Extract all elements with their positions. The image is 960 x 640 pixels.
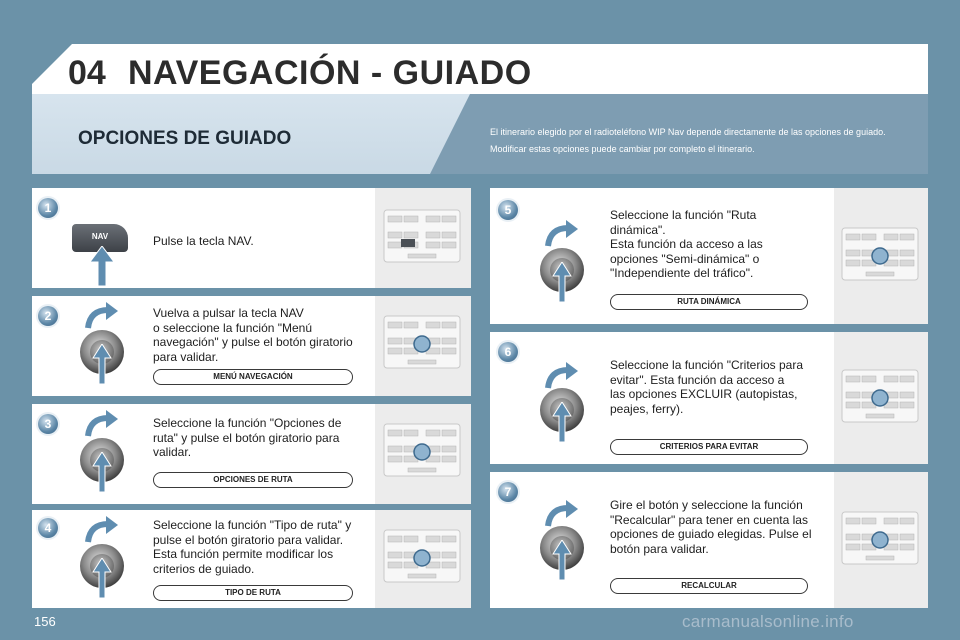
page-number: 156 xyxy=(34,614,56,629)
instruction-line: Seleccione la función "Criterios para xyxy=(610,358,804,372)
instruction-line: Gire el botón y seleccione la función xyxy=(610,498,803,512)
step-instruction xyxy=(153,416,341,460)
press-arrow-icon xyxy=(552,402,572,442)
step-number-badge: 7 xyxy=(498,482,518,502)
rotate-arrow-icon xyxy=(544,500,580,528)
instruction-line: navegación" y pulse el botón giratorio xyxy=(153,335,353,349)
rotate-arrow-icon xyxy=(84,516,120,544)
nav-key: NAV xyxy=(72,224,128,252)
section-title: OPCIONES DE GUIADO xyxy=(78,128,292,149)
radio-console-illustration xyxy=(382,206,462,266)
radio-console-illustration xyxy=(840,508,920,568)
step-instruction xyxy=(153,306,353,364)
rotate-arrow-icon xyxy=(544,362,580,390)
instruction-line: criterios de guiado. xyxy=(153,561,255,576)
press-arrow-icon xyxy=(552,262,572,302)
step-instruction xyxy=(610,358,803,416)
instruction-line: las opciones EXCLUIR (autopistas, xyxy=(610,387,798,401)
instruction-line: Seleccione la función "Tipo de ruta" y xyxy=(153,518,352,532)
intro-line: El itinerario elegido por el radioteléfono WIP Nav depende directamente de las opciones de guiado. xyxy=(490,127,886,137)
press-arrow-icon xyxy=(88,246,116,286)
radio-console-illustration xyxy=(382,420,462,480)
rotate-arrow-icon xyxy=(84,302,120,330)
instruction-line: Pulse la tecla NAV. xyxy=(153,234,254,248)
instruction-line: ruta" y pulse el botón giratorio para xyxy=(153,430,340,445)
step-number-badge: 4 xyxy=(38,518,58,538)
rotate-arrow-icon xyxy=(84,410,120,438)
step-instruction xyxy=(153,518,351,576)
instruction-line: para validar. xyxy=(153,349,219,364)
instruction-line: botón para validar. xyxy=(610,541,709,556)
menu-label: TIPO DE RUTA xyxy=(153,585,353,601)
instruction-line: Vuelva a pulsar la tecla NAV xyxy=(153,306,304,320)
rotate-arrow-icon xyxy=(544,220,580,248)
instruction-line: Seleccione la función "Opciones de xyxy=(153,416,342,430)
instruction-line: "Recalcular" para tener en cuenta las xyxy=(610,512,808,527)
menu-label: RUTA DINÁMICA xyxy=(610,294,808,310)
instruction-line: opciones de guiado elegidas. Pulse el xyxy=(610,527,812,541)
menu-label: RECALCULAR xyxy=(610,578,808,594)
step-instruction xyxy=(610,498,811,556)
press-arrow-icon xyxy=(92,344,112,384)
instruction-line: Seleccione la función "Ruta xyxy=(610,208,757,222)
instruction-line: evitar". Esta función da acceso a xyxy=(610,372,785,387)
press-arrow-icon xyxy=(552,540,572,580)
step-number-badge: 3 xyxy=(38,414,58,434)
radio-console-illustration xyxy=(382,526,462,586)
page-title: NAVEGACIÓN - GUIADO xyxy=(128,54,532,92)
watermark-text: carmanualsonline.info xyxy=(682,612,854,631)
instruction-line: Esta función da acceso a las xyxy=(610,237,763,251)
step-instruction xyxy=(610,208,763,281)
step-number-badge: 2 xyxy=(38,306,58,326)
intro-line: Modificar estas opciones puede cambiar por completo el itinerario. xyxy=(490,144,755,154)
instruction-line: Esta función permite modificar los xyxy=(153,547,334,561)
instruction-line: validar. xyxy=(153,445,192,459)
menu-label: OPCIONES DE RUTA xyxy=(153,472,353,488)
press-arrow-icon xyxy=(92,452,112,492)
instruction-line: o seleccione la función "Menú xyxy=(153,320,313,335)
step-number-badge: 6 xyxy=(498,342,518,362)
instruction-line: "Independiente del tráfico". xyxy=(610,266,754,280)
chapter-number: 04 xyxy=(68,54,106,92)
instruction-line: opciones "Semi-dinámica" o xyxy=(610,251,760,266)
radio-console-illustration xyxy=(840,366,920,426)
menu-label: MENÚ NAVEGACIÓN xyxy=(153,369,353,385)
instruction-line: pulse el botón giratorio para validar. xyxy=(153,532,344,547)
step-number-badge: 1 xyxy=(38,198,58,218)
instruction-line: dinámica". xyxy=(610,222,666,237)
menu-label: CRITERIOS PARA EVITAR xyxy=(610,439,808,455)
radio-console-illustration xyxy=(382,312,462,372)
press-arrow-icon xyxy=(92,558,112,598)
radio-console-illustration xyxy=(840,224,920,284)
instruction-line: peajes, ferry). xyxy=(610,401,684,416)
intro-text xyxy=(490,124,920,158)
step-instruction xyxy=(153,234,254,249)
step-number-badge: 5 xyxy=(498,200,518,220)
